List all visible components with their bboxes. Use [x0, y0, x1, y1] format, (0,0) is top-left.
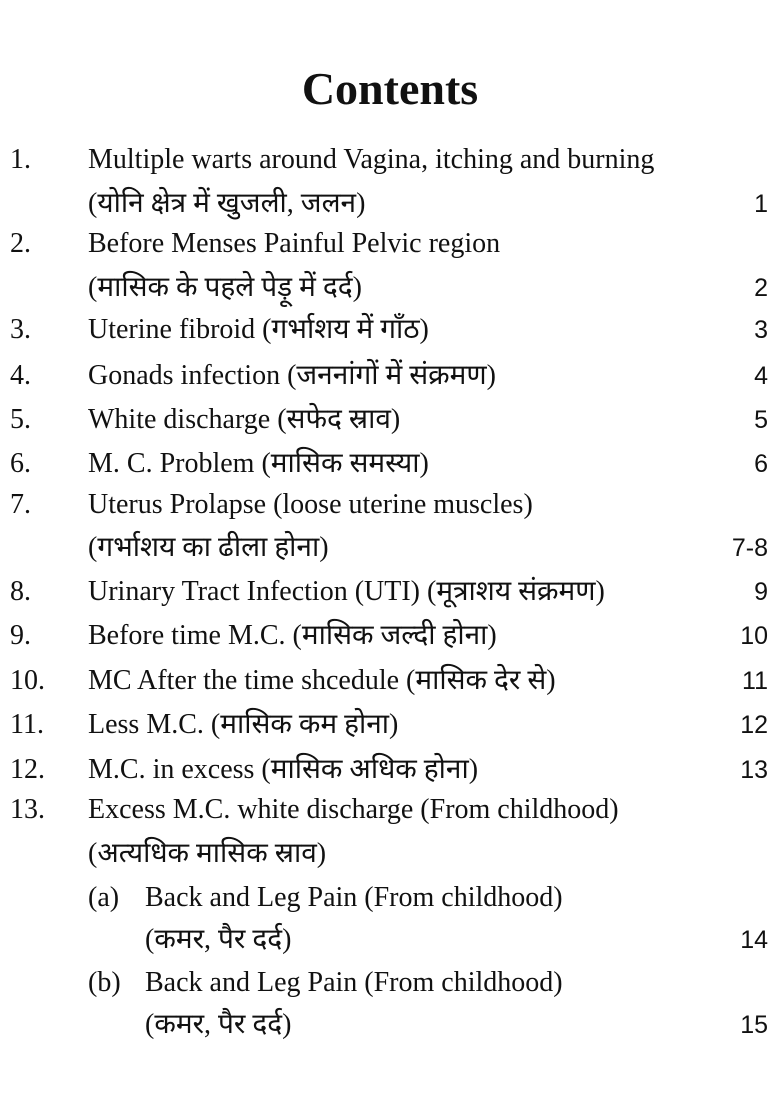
- toc-entry-line: [0, 572, 780, 612]
- toc-entry-line: [0, 528, 780, 568]
- entry-number: 13.: [10, 794, 45, 825]
- entry-title: Urinary Tract Infection (UTI) (मूत्राशय संक्रमण): [88, 576, 605, 607]
- page-number: 7-8: [731, 534, 768, 562]
- page-number: 14: [740, 926, 768, 954]
- toc-entry-line: [0, 790, 780, 830]
- toc-subentry-line: [0, 1005, 780, 1045]
- entry-title: Multiple warts around Vagina, itching and burning: [88, 144, 655, 175]
- toc-entry-line: [0, 661, 780, 701]
- entry-number: 3.: [10, 314, 31, 345]
- toc-entry-line: [0, 616, 780, 656]
- entry-number: 4.: [10, 360, 31, 391]
- subentry-label: (b): [88, 967, 121, 998]
- subentry-title: Back and Leg Pain (From childhood): [145, 967, 563, 998]
- toc-entry-line: [0, 750, 780, 790]
- toc-entry-line: [0, 140, 780, 180]
- entry-title: Before time M.C. (मासिक जल्दी होना): [88, 620, 497, 651]
- page-title: Contents: [301, 63, 479, 114]
- page-number: 15: [740, 1011, 768, 1039]
- entry-number: 9.: [10, 620, 31, 651]
- subentry-title: (कमर, पैर दर्द): [145, 1009, 292, 1040]
- page-number: 2: [754, 274, 768, 302]
- toc-entry-line: [0, 224, 780, 264]
- entry-title: Gonads infection (जननांगों में संक्रमण): [88, 360, 496, 391]
- entry-title: Less M.C. (मासिक कम होना): [88, 709, 399, 740]
- page-number: 13: [740, 756, 768, 784]
- page-number: 9: [754, 578, 768, 606]
- entry-number: 10.: [10, 665, 45, 696]
- subentry-label: (a): [88, 882, 120, 913]
- toc-subentry-line: [0, 963, 780, 1003]
- entry-number: 6.: [10, 448, 31, 479]
- toc-entry-line: [0, 356, 780, 396]
- page-number: 5: [754, 406, 768, 434]
- entry-title: (गर्भाशय का ढीला होना): [88, 532, 329, 563]
- entry-title: Uterine fibroid (गर्भाशय में गाँठ): [88, 314, 429, 345]
- entry-title: Uterus Prolapse (loose uterine muscles): [88, 489, 533, 520]
- toc-entry-line: [0, 400, 780, 440]
- entry-title: MC After the time shcedule (मासिक देर से): [88, 665, 556, 696]
- page-number: 1: [754, 190, 768, 218]
- entry-title: M.C. in excess (मासिक अधिक होना): [88, 754, 479, 785]
- toc-entry-line: [0, 184, 780, 224]
- page-number: 4: [754, 362, 768, 390]
- subentry-title: (कमर, पैर दर्द): [145, 924, 292, 955]
- entry-number: 8.: [10, 576, 31, 607]
- toc-entry-line: [0, 310, 780, 350]
- entry-number: 1.: [10, 144, 31, 175]
- toc-subentry-line: [0, 878, 780, 918]
- entry-number: 7.: [10, 489, 31, 520]
- page-number: 10: [740, 622, 768, 650]
- toc-subentry-line: [0, 920, 780, 960]
- entry-number: 12.: [10, 754, 45, 785]
- entry-number: 11.: [10, 709, 44, 740]
- entry-title: (अत्यधिक मासिक स्राव): [88, 838, 327, 869]
- page-number: 12: [740, 711, 768, 739]
- subentry-title: Back and Leg Pain (From childhood): [145, 882, 563, 913]
- toc-entry-line: [0, 444, 780, 484]
- entry-title: (मासिक के पहले पेड़ू में दर्द): [88, 272, 362, 303]
- toc-entry-line: [0, 268, 780, 308]
- entry-number: 2.: [10, 228, 31, 259]
- entry-title: M. C. Problem (मासिक समस्या): [88, 448, 429, 479]
- toc-entry-line: [0, 834, 780, 874]
- toc-entry-line: [0, 485, 780, 525]
- page-number: 3: [754, 316, 768, 344]
- entry-title: White discharge (सफेद स्राव): [88, 404, 401, 435]
- page-number: 11: [742, 667, 768, 695]
- page-number: 6: [754, 450, 768, 478]
- toc-entry-line: [0, 705, 780, 745]
- entry-number: 5.: [10, 404, 31, 435]
- entry-title: (योनि क्षेत्र में खुजली, जलन): [88, 188, 366, 219]
- entry-title: Excess M.C. white discharge (From childhood): [88, 794, 619, 825]
- entry-title: Before Menses Painful Pelvic region: [88, 228, 501, 259]
